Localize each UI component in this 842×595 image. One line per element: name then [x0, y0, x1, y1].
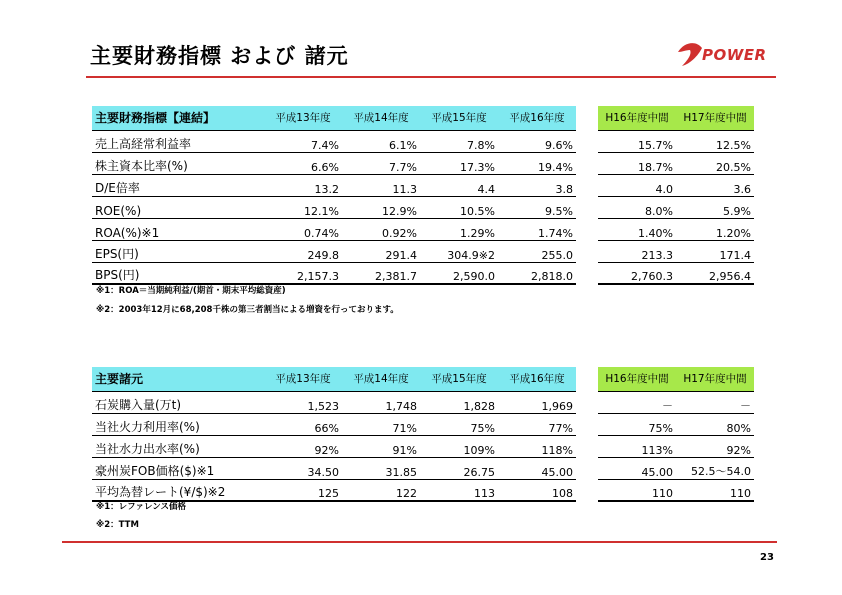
cell-value: 118% — [498, 435, 576, 457]
cell-value: 2,818.0 — [498, 262, 576, 284]
row-label: D/E倍率 — [92, 174, 264, 196]
cell-value: 80% — [676, 413, 754, 435]
cell-value: 113% — [598, 435, 676, 457]
cell-value: 1,748 — [342, 391, 420, 413]
table-header-row — [92, 106, 754, 130]
header-cell: 平成16年度 — [498, 106, 576, 130]
cell-value: 52.5～54.0 — [676, 457, 754, 479]
cell-value: 1,523 — [264, 391, 342, 413]
cell-value: 66% — [264, 413, 342, 435]
cell-value: 10.5% — [420, 196, 498, 218]
table1-note-1: ※1：ROA＝当期純利益/(期首・期末平均総資産) — [96, 286, 286, 296]
cell-value: 12.1% — [264, 196, 342, 218]
row-label: 当社水力出水率(%) — [92, 435, 264, 457]
cell-value: 2,956.4 — [676, 262, 754, 284]
column-gap — [576, 106, 598, 130]
header-cell: H16年度中間 — [598, 106, 676, 130]
financial-indicators-table — [92, 106, 754, 285]
row-label: 石炭購入量(万t) — [92, 391, 264, 413]
row-label: 株主資本比率(%) — [92, 152, 264, 174]
cell-value: 213.3 — [598, 240, 676, 262]
cell-value: － — [598, 391, 676, 413]
cell-value: 0.92% — [342, 218, 420, 240]
cell-value: － — [676, 391, 754, 413]
cell-value: 1,969 — [498, 391, 576, 413]
cell-value: 92% — [264, 435, 342, 457]
cell-value: 34.50 — [264, 457, 342, 479]
row-label: ROA(%)※1 — [92, 218, 264, 240]
column-gap — [576, 457, 598, 479]
cell-value: 4.4 — [420, 174, 498, 196]
cell-value: 291.4 — [342, 240, 420, 262]
title-divider — [86, 76, 776, 78]
cell-value: 171.4 — [676, 240, 754, 262]
cell-value: 15.7% — [598, 130, 676, 152]
table-header-row — [92, 367, 754, 391]
row-label: 当社火力利用率(%) — [92, 413, 264, 435]
cell-value: 11.3 — [342, 174, 420, 196]
table-row — [92, 240, 754, 262]
cell-value: 1.74% — [498, 218, 576, 240]
column-gap — [576, 391, 598, 413]
column-gap — [576, 367, 598, 391]
cell-value: 7.7% — [342, 152, 420, 174]
cell-value: 110 — [676, 479, 754, 501]
cell-value: 125 — [264, 479, 342, 501]
cell-value: 9.5% — [498, 196, 576, 218]
cell-value: 249.8 — [264, 240, 342, 262]
table-row — [92, 130, 754, 152]
cell-value: 7.4% — [264, 130, 342, 152]
header-cell: H16年度中間 — [598, 367, 676, 391]
row-label: 平均為替レート(¥/$)※2 — [92, 479, 264, 501]
cell-value: 45.00 — [498, 457, 576, 479]
cell-value: 9.6% — [498, 130, 576, 152]
cell-value: 77% — [498, 413, 576, 435]
cell-value: 109% — [420, 435, 498, 457]
cell-value: 12.9% — [342, 196, 420, 218]
cell-value: 17.3% — [420, 152, 498, 174]
cell-value: 1,828 — [420, 391, 498, 413]
column-gap — [576, 196, 598, 218]
cell-value: 3.6 — [676, 174, 754, 196]
column-gap — [576, 479, 598, 501]
column-gap — [576, 152, 598, 174]
cell-value: 0.74% — [264, 218, 342, 240]
row-label: EPS(円) — [92, 240, 264, 262]
table-row — [92, 218, 754, 240]
cell-value: 8.0% — [598, 196, 676, 218]
cell-value: 91% — [342, 435, 420, 457]
cell-value: 2,381.7 — [342, 262, 420, 284]
header-cell: 主要諸元 — [92, 367, 264, 391]
header-cell: 主要財務指標【連結】 — [92, 106, 264, 130]
table-row — [92, 174, 754, 196]
row-label: ROE(%) — [92, 196, 264, 218]
cell-value: 113 — [420, 479, 498, 501]
cell-value: 71% — [342, 413, 420, 435]
table-row — [92, 196, 754, 218]
header-cell: H17年度中間 — [676, 367, 754, 391]
header-cell: 平成14年度 — [342, 367, 420, 391]
column-gap — [576, 413, 598, 435]
cell-value: 45.00 — [598, 457, 676, 479]
logo-text: POWER — [702, 46, 767, 64]
table-row — [92, 479, 754, 501]
cell-value: 6.1% — [342, 130, 420, 152]
cell-value: 26.75 — [420, 457, 498, 479]
table2-note-1: ※1：レファレンス価格 — [96, 502, 187, 512]
page-title: 主要財務指標 および 諸元 — [90, 44, 349, 68]
cell-value: 2,157.3 — [264, 262, 342, 284]
cell-value: 1.29% — [420, 218, 498, 240]
cell-value: 18.7% — [598, 152, 676, 174]
key-specs-table — [92, 367, 754, 502]
cell-value: 2,590.0 — [420, 262, 498, 284]
cell-value: 255.0 — [498, 240, 576, 262]
header-cell: H17年度中間 — [676, 106, 754, 130]
footer-divider — [62, 541, 777, 543]
cell-value: 122 — [342, 479, 420, 501]
column-gap — [576, 262, 598, 284]
cell-value: 7.8% — [420, 130, 498, 152]
cell-value: 304.9※2 — [420, 240, 498, 262]
column-gap — [576, 240, 598, 262]
header-cell: 平成15年度 — [420, 367, 498, 391]
cell-value: 1.40% — [598, 218, 676, 240]
cell-value: 110 — [598, 479, 676, 501]
row-label: BPS(円) — [92, 262, 264, 284]
table-row — [92, 413, 754, 435]
table-row — [92, 262, 754, 284]
logo-swoosh-icon — [678, 43, 702, 66]
table-row — [92, 457, 754, 479]
cell-value: 3.8 — [498, 174, 576, 196]
table-row — [92, 152, 754, 174]
cell-value: 75% — [598, 413, 676, 435]
cell-value: 6.6% — [264, 152, 342, 174]
header-cell: 平成13年度 — [264, 367, 342, 391]
cell-value: 5.9% — [676, 196, 754, 218]
column-gap — [576, 435, 598, 457]
cell-value: 19.4% — [498, 152, 576, 174]
cell-value: 20.5% — [676, 152, 754, 174]
cell-value: 31.85 — [342, 457, 420, 479]
table2-note-2: ※2：TTM — [96, 520, 139, 530]
header-cell: 平成14年度 — [342, 106, 420, 130]
cell-value: 1.20% — [676, 218, 754, 240]
row-label: 豪州炭FOB価格($)※1 — [92, 457, 264, 479]
header-cell: 平成15年度 — [420, 106, 498, 130]
cell-value: 13.2 — [264, 174, 342, 196]
cell-value: 92% — [676, 435, 754, 457]
cell-value: 4.0 — [598, 174, 676, 196]
cell-value: 75% — [420, 413, 498, 435]
header-cell: 平成16年度 — [498, 367, 576, 391]
cell-value: 12.5% — [676, 130, 754, 152]
column-gap — [576, 218, 598, 240]
page-number: 23 — [760, 552, 774, 563]
row-label: 売上高経常利益率 — [92, 130, 264, 152]
table-row — [92, 391, 754, 413]
cell-value: 108 — [498, 479, 576, 501]
column-gap — [576, 174, 598, 196]
column-gap — [576, 130, 598, 152]
cell-value: 2,760.3 — [598, 262, 676, 284]
table-row — [92, 435, 754, 457]
table1-note-2: ※2：2003年12月に68,208千株の第三者割当による増資を行っております。 — [96, 305, 399, 315]
header-cell: 平成13年度 — [264, 106, 342, 130]
